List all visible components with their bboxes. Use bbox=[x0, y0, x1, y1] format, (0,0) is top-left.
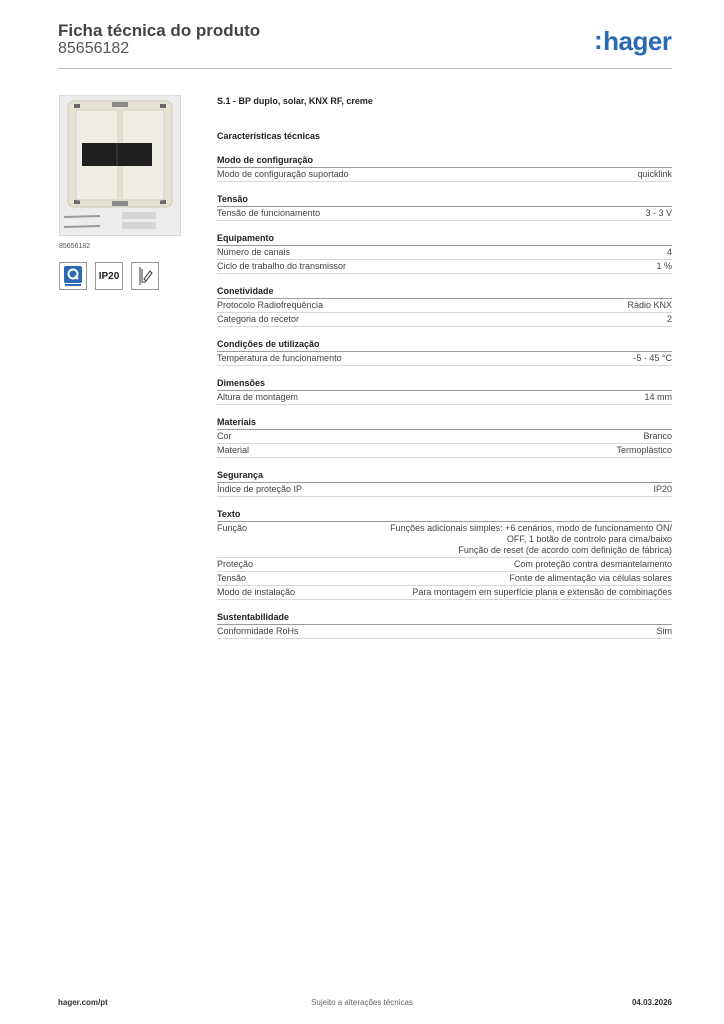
section-title: Condições de utilização bbox=[217, 338, 672, 352]
spec-label: Ciclo de trabalho do transmissor bbox=[217, 261, 347, 271]
spec-section bbox=[217, 193, 672, 221]
spec-label: Proteção bbox=[217, 559, 254, 569]
spec-value bbox=[667, 314, 672, 325]
spec-value-line: Funções adicionais simples: +6 cenários, modo de funcionamento ON/ bbox=[390, 523, 672, 533]
section-title: Dimensões bbox=[217, 377, 672, 391]
spec-row bbox=[217, 572, 672, 586]
section-title: Segurança bbox=[217, 469, 672, 483]
spec-value-line: IP20 bbox=[653, 484, 672, 494]
section-title: Texto bbox=[217, 508, 672, 522]
spec-value bbox=[645, 208, 672, 219]
page-title: Ficha técnica do produto bbox=[58, 21, 261, 40]
spec-value-line: -5 - 45 °C bbox=[633, 353, 672, 363]
spec-section bbox=[217, 508, 672, 600]
spec-label: Tensão de funcionamento bbox=[217, 208, 321, 218]
section-title: Tensão bbox=[217, 193, 672, 207]
spec-sections bbox=[217, 154, 672, 639]
spec-value-line: OFF, 1 botão de controlo para cima/baixo bbox=[506, 534, 672, 544]
spec-row bbox=[217, 522, 672, 558]
spec-value bbox=[667, 247, 672, 258]
product-code: 85656182 bbox=[58, 40, 130, 57]
spec-value-line: Sim bbox=[656, 626, 672, 636]
spec-row bbox=[217, 313, 672, 327]
spec-value-line: Termoplástico bbox=[616, 445, 672, 455]
spec-row bbox=[217, 444, 672, 458]
technical-characteristics-heading: Características técnicas bbox=[217, 131, 321, 141]
product-reference: 85656182 bbox=[59, 243, 91, 250]
spec-value-line: Fonte de alimentação via células solares bbox=[509, 573, 672, 583]
spec-label: Função bbox=[217, 523, 248, 533]
spec-row bbox=[217, 246, 672, 260]
spec-label: Índice de proteção IP bbox=[217, 484, 303, 494]
spec-section bbox=[217, 285, 672, 327]
spec-label: Número de canais bbox=[217, 247, 291, 257]
header-divider bbox=[58, 68, 672, 69]
spec-value-line: 14 mm bbox=[644, 392, 672, 402]
spec-value bbox=[637, 169, 672, 180]
mounting-height-icon bbox=[131, 262, 159, 290]
spec-label: Conformidade RoHs bbox=[217, 626, 299, 636]
spec-label: Cor bbox=[217, 431, 232, 441]
spec-value bbox=[514, 559, 672, 570]
spec-row bbox=[217, 586, 672, 600]
section-title: Sustentabilidade bbox=[217, 611, 672, 625]
spec-value bbox=[627, 300, 672, 311]
spec-row bbox=[217, 260, 672, 274]
spec-row bbox=[217, 625, 672, 639]
quicklink-icon bbox=[59, 262, 87, 290]
hager-logo: :hager bbox=[594, 25, 672, 56]
spec-row bbox=[217, 352, 672, 366]
spec-value bbox=[390, 523, 672, 556]
spec-value-line: quicklink bbox=[637, 169, 672, 179]
spec-row bbox=[217, 558, 672, 572]
spec-label: Material bbox=[217, 445, 250, 455]
spec-value bbox=[653, 484, 672, 495]
spec-section bbox=[217, 611, 672, 639]
spec-value-line: Para montagem em superfície plana e extensão de combinações bbox=[412, 587, 672, 597]
spec-value-line: 2 bbox=[666, 314, 672, 324]
spec-value bbox=[509, 573, 672, 584]
spec-label: Protocolo Radiofrequência bbox=[217, 300, 324, 310]
spec-label: Categoria do recetor bbox=[217, 314, 300, 324]
product-image bbox=[59, 95, 181, 236]
spec-value-line: 3 - 3 V bbox=[645, 208, 672, 218]
spec-row bbox=[217, 430, 672, 444]
spec-value bbox=[616, 445, 672, 456]
spec-row bbox=[217, 483, 672, 497]
spec-value-line: Branco bbox=[643, 431, 672, 441]
ip20-text: IP20 bbox=[98, 270, 120, 282]
spec-label: Tensão bbox=[217, 573, 247, 583]
footer-website: hager.com/pt bbox=[58, 998, 108, 1007]
spec-section bbox=[217, 154, 672, 182]
product-name: S.1 - BP duplo, solar, KNX RF, creme bbox=[217, 96, 373, 106]
footer-notice: Sujeito a alterações técnicas bbox=[311, 998, 413, 1007]
spec-value bbox=[412, 587, 672, 598]
spec-value bbox=[656, 261, 672, 272]
spec-value bbox=[657, 626, 673, 637]
spec-value-line: 1 % bbox=[656, 261, 672, 271]
spec-value-line: Com proteção contra desmantelamento bbox=[513, 559, 672, 569]
section-title: Conetividade bbox=[217, 285, 672, 299]
spec-row bbox=[217, 299, 672, 313]
spec-label: Modo de instalação bbox=[217, 587, 296, 597]
spec-value-line: Rádio KNX bbox=[627, 300, 672, 310]
spec-value bbox=[643, 431, 672, 442]
spec-label: Temperatura de funcionamento bbox=[217, 353, 342, 363]
spec-row bbox=[217, 207, 672, 221]
spec-row bbox=[217, 168, 672, 182]
spec-section bbox=[217, 416, 672, 458]
spec-section bbox=[217, 469, 672, 497]
spec-label: Modo de configuração suportado bbox=[217, 169, 349, 179]
spec-section bbox=[217, 232, 672, 274]
spec-label: Altura de montagem bbox=[217, 392, 299, 402]
section-title: Modo de configuração bbox=[217, 154, 672, 168]
section-title: Equipamento bbox=[217, 232, 672, 246]
section-title: Materiais bbox=[217, 416, 672, 430]
spec-value-line: Função de reset (de acordo com definição de fábrica) bbox=[458, 545, 672, 555]
spec-value-line: 4 bbox=[666, 247, 672, 257]
technical-sheet bbox=[217, 94, 672, 639]
spec-section bbox=[217, 338, 672, 366]
ip20-badge bbox=[95, 262, 123, 290]
logo-text: hager bbox=[603, 26, 672, 56]
spec-section bbox=[217, 377, 672, 405]
footer-date: 04.03.2026 bbox=[631, 998, 672, 1007]
spec-value bbox=[644, 392, 672, 403]
spec-row bbox=[217, 391, 672, 405]
product-badges bbox=[59, 262, 159, 290]
spec-value bbox=[633, 353, 672, 364]
